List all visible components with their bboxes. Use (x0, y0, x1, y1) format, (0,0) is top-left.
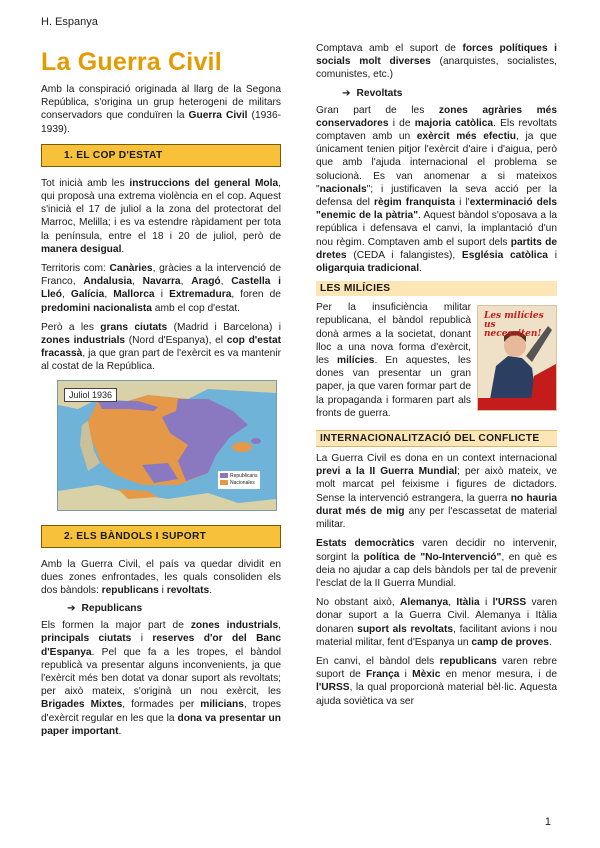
paragraph-republicans-suport: Comptava amb el suport de forces polítiques i socials molt diverses (anarquistes, socialistes, comunistes, etc.) (316, 43, 557, 81)
heading-internacionalitzacio: INTERNACIONALITZACIÓ DEL CONFLICTE (316, 430, 557, 447)
right-column (316, 42, 557, 714)
map-legend (218, 471, 260, 489)
poster-caption: Les milícies us necessiten! (484, 311, 544, 340)
legend-label-republicans: Republicans (230, 472, 258, 479)
paragraph-revoltats: Gran part de les zones agràries més conservadores i de majoria catòlica. Els revoltats comptaven amb un exèrcit més efectiu, ja que únicament tenien pitjor l'exèrcit d'aire i d'aigua, però que amb l'ajuda internacional el problema se solucionà. Es van anomenar a si mateixos "nacionals"; i justificaven la seva acció per la defensa del règim franquista i l'exterminació dels "enemic de la pàtria". Aquest bàndol s'oposava a la república i defensava el canvi, la implantació d'un nou règim. Comptaven amb el suport dels partits de dretes (CEDA i falangistes), Església catòlica i oligarquia tradicional. (316, 104, 558, 275)
map-juliol-1936 (57, 380, 277, 511)
subheading-republicans: ➔ Republicans (67, 603, 143, 615)
legend-label-nacionales: Nacionales (230, 479, 255, 486)
subheading-revoltats: ➔ Revoltats (342, 87, 403, 99)
arrow-right-icon: ➔ (67, 603, 76, 615)
page-header-author: H. Espanya (41, 16, 98, 28)
paragraph-suport-estranger: No obstant això, Alemanya, Itàlia i l'URSS varen donar suport a la Guerra Civil. Alemanya i Itàlia donaren suport als revoltats, facilitant avions i nou material militar, fent d'Espanya un camp de proves. (316, 597, 557, 648)
left-column (41, 40, 281, 744)
paragraph-suport-republicans: En canvi, el bàndol dels republicans varen rebre suport de França i Mèxic en menor mesura, i de l'URSS, la qual proporcionà material bèl·lic. Aquesta ajuda soviètica va ser (316, 655, 557, 707)
paragraph-milicies: Per la insuficiència militar republicana, el bàndol republicà donà armes a la societat, donant lloc a una nova forma d'exèrcit, les milícies. En aquestes, les dones van presentar un gran paper, ja que varen formar part de la propaganda i formaren part als fronts de guerra. (316, 302, 471, 419)
legend-swatch-nacionales (220, 480, 228, 485)
page-title: La Guerra Civil (41, 48, 222, 76)
section-heading-bandols: 2. ELS BÀNDOLS I SUPORT (41, 525, 281, 548)
intro-paragraph: Amb la conspiració originada al llarg de la Segona República, s'origina un grup heterogeni de militars conservadors que conduïren la Guerra Civil (1936-1939). (41, 84, 282, 135)
page-number: 1 (544, 816, 551, 828)
section-heading-cop-estat: 1. EL COP D'ESTAT (41, 144, 281, 167)
paragraph-no-intervencio: Estats democràtics varen decidir no intervenir, sorgint la política de "No-Intervenció", en què es deia no ajudar a cap dels bàndols per tal de prevenir l'esclat de la II Guerra Mundial. (316, 538, 557, 589)
paragraph-mola: Tot inicià amb les instruccions del general Mola, qui proposà una extrema violència en el cop. Aquest s'inicià el 17 de juliol a la zona del protectorat del Marroc, Melilla; i es va estendre ràpidament per tota la península, entre el 18 i 20 de juliol, però de manera desigual. (41, 177, 281, 255)
arrow-right-icon: ➔ (342, 87, 351, 99)
paragraph-grans-ciutats: Però a les grans ciutats (Madrid i Barcelona) i zones industrials (Nord d'Espanya), el cop d'estat fracassà, ja que gran part de l'exèrcit es va mantenir al costat de la República. (41, 321, 282, 373)
milicies-poster-image (477, 305, 557, 411)
map-label: Juliol 1936 (64, 388, 117, 402)
milicies-block (316, 301, 557, 426)
paragraph-territoris: Territoris com: Canàries, gràcies a la intervenció de Franco, Andalusia, Navarra, Aragó, Castella i Lleó, Galícia, Mallorca i Extremadura, foren de predomini nacionalista amb el cop d'estat. (41, 263, 281, 314)
paragraph-bandols-intro: Amb la Guerra Civil, el país va quedar dividit en dues zones enfrontades, les quals consoliden els dos bàndols: republicans i revoltats. (41, 558, 281, 597)
paragraph-context-internacional: La Guerra Civil es dona en un context internacional previ a la II Guerra Mundial; per això mateix, ve molt marcat pel feixisme i figures de dictadors. Sense la intervenció estrangera, la guerra no hauria durat més de mig any per l'escassetat de material militar. (316, 453, 557, 531)
paragraph-republicans: Els formen la major part de zones industrials, principals ciutats i reserves d'or del Banc d'Espanya. Pel que fa a les tropes, el bàndol republicà va presentar alguns inconvenients, ja que l'exèrcit més ben dotat va donar suport als revoltats; per això mateix, s'originà un nou exèrcit, les Brigades Mixtes, formades per milicians, tropes d'exèrcit regular en les que la dona va presentar un paper important. (41, 620, 282, 737)
heading-milicies: LES MILÍCIES (316, 281, 557, 296)
legend-swatch-republicans (220, 473, 228, 478)
